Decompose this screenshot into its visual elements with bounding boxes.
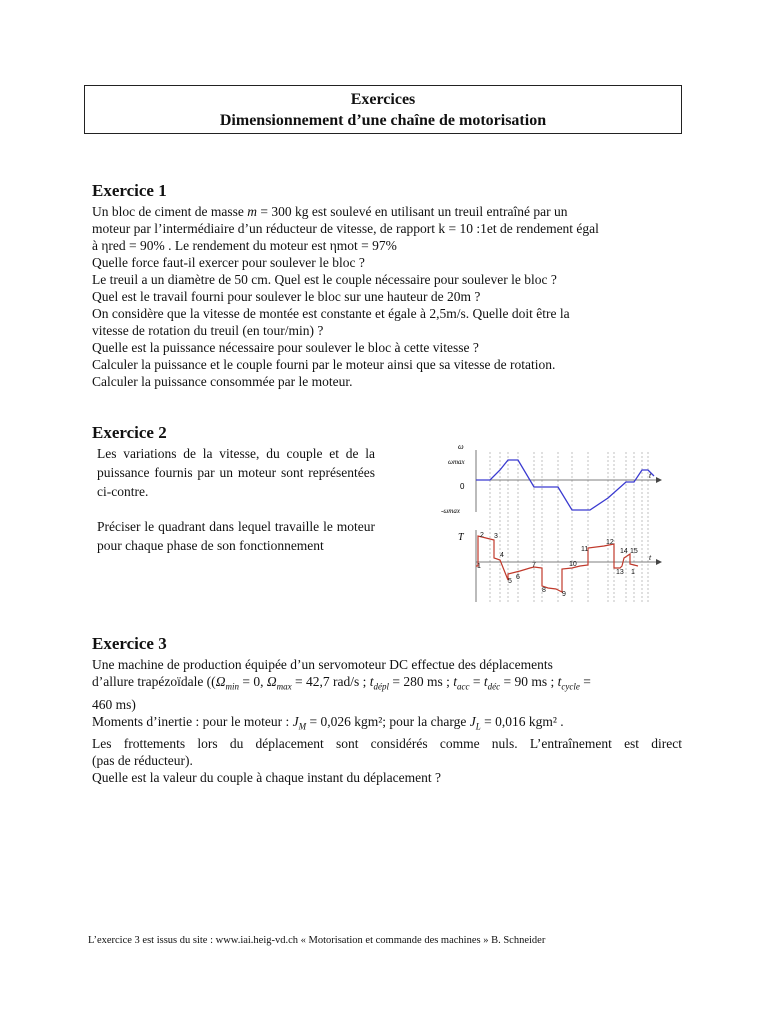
t-symbol: t [483,674,488,689]
phase-label: 4 [500,552,504,559]
ex3-text: = 280 ms ; [388,674,454,689]
diagram-grid [490,452,648,604]
omega-label: ω [458,442,464,451]
ex3-text: = 0,026 kgm²; pour la charge [306,713,470,729]
document-subtitle: Dimensionnement d’une chaîne de motorisation [219,112,547,129]
exercise3-heading: Exercice 3 [92,634,167,653]
ex3-text: d’allure trapézoïdale (( [92,674,216,689]
exercise1-heading: Exercice 1 [92,181,167,200]
j-symbol: J [292,713,299,729]
ex3-subscript: déc [487,681,501,692]
ex3-subscript: acc [456,681,470,692]
ex1-text: = 300 kg est soulevé en utilisant un treuil entraîné par un [256,204,568,219]
phase-label: 1 [631,569,635,576]
exercise3-line: (pas de réducteur). [92,753,193,769]
j-symbol: J [469,713,476,729]
ex3-text: = 0,016 kgm² . [480,713,564,729]
phase-label: 12 [606,539,614,546]
exercise2-heading: Exercice 2 [92,423,167,442]
exercise1-line: Quelle force faut-il exercer pour soulever le bloc ? [92,255,365,270]
speed-curve [476,460,654,510]
phase-label: 9 [562,591,566,598]
phase-label: 6 [516,574,520,581]
ex3-text: = [469,674,484,689]
ex3-text: Moments d’inertie : pour le moteur : [92,713,293,729]
exercise1-line: vitesse de rotation du treuil (en tour/min) ? [92,323,324,338]
ex3-text: = [579,674,591,689]
phase-label: 3 [494,533,498,540]
phase-label: 1 [477,563,481,570]
time-label: t [649,471,652,480]
exercise1-line: Le treuil a un diamètre de 50 cm. Quel est le couple nécessaire pour soulever le bloc ? [92,272,557,287]
phase-label: 7 [532,562,536,569]
exercise1-line: On considère que la vitesse de montée est constante et égale à 2,5m/s. Quelle doit être la [92,306,570,321]
zero-label: 0 [460,482,465,491]
ex3-subscript: dépl [373,681,389,692]
exercise1-line: Quel est le travail fourni pour soulever le bloc sur une hauteur de 20m ? [92,289,481,304]
t-symbol: t [557,674,562,689]
phase-label: 13 [616,569,624,576]
exercise1-line [92,203,682,220]
exercise1-line: Calculer la puissance consommée par le moteur. [92,374,353,389]
phase-label: 8 [542,587,546,594]
phase-label: 11 [581,546,589,553]
footer-source: L’exercice 3 est issus du site : www.iai.heig-vd.ch « Motorisation et commande des machines » B. Schneider [88,935,546,946]
document-title: Exercices [350,91,416,108]
exercise2-paragraph: Les variations de la vitesse, du couple et de la puissance fournis par un moteur sont représentées ci-contre. [97,446,375,499]
ex3-text: = 42,7 rad/s ; [291,674,370,689]
exercise2-question: Préciser le quadrant dans lequel travaille le moteur pour chaque phase de son fonctionnement [97,519,375,553]
omega-symbol: Ω [266,674,277,689]
exercise3-line: Les frottements lors du déplacement sont considérés comme nuls. L’entraînement est direct [92,736,682,752]
exercise3-line [92,713,682,736]
exercise1-body [92,203,682,390]
arrow-icon [656,477,662,483]
exercise1-line: moteur par l’intermédiaire d’un réducteur de vitesse, de rapport k = 10 :1et de rendement égal [92,221,599,236]
exercise1-line: à ηred = 90% . Le rendement du moteur est ηmot = 97% [92,238,397,253]
exercise2-body [97,444,375,555]
neg-omega-max-label: -ωmax [441,507,460,515]
exercise3-body [92,656,682,786]
ex1-text: Un bloc de ciment de masse [92,204,248,219]
ex1-mass-symbol: m [247,204,257,219]
phase-label: 2 [480,532,484,539]
ex3-subscript: cycle [561,681,580,692]
ex3-subscript: min [225,681,239,692]
exercise3-line: Une machine de production équipée d’un servomoteur DC effectue des déplacements [92,657,553,672]
ex3-text: = 0, [238,674,267,689]
omega-symbol: Ω [215,674,226,689]
title-box [84,85,682,134]
ex3-subscript: L [475,721,481,732]
t-symbol: t [453,674,457,689]
time-label: t [649,553,652,562]
exercise1-line: Calculer la puissance et le couple fourni par le moteur ainsi que sa vitesse de rotation. [92,357,556,372]
torque-label: T [458,532,464,543]
phase-label: 10 [569,561,577,568]
ex3-subscript: M [298,721,307,732]
t-symbol: t [369,674,374,689]
exercise3-line: 460 ms) [92,696,136,712]
phase-label: 14 [620,548,628,555]
arrow-icon [656,559,662,565]
exercise1-line: Quelle est la puissance nécessaire pour soulever le bloc à cette vitesse ? [92,340,479,355]
speed-torque-diagram [438,440,670,606]
ex3-subscript: max [276,681,292,692]
omega-max-label: ωmax [448,458,465,466]
exercise3-line: Quelle est la valeur du couple à chaque instant du déplacement ? [92,770,441,786]
phase-label: 15 [630,548,638,555]
ex3-text: = 90 ms ; [500,674,558,689]
phase-label: 5 [508,578,512,585]
exercise3-line [92,673,682,696]
